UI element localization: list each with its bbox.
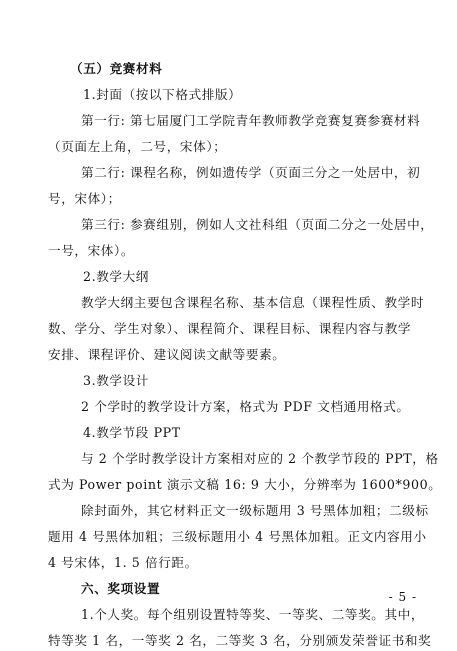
paragraph-line: 除封面外，其它材料正文一级标题用 3 号黑体加粗；二级标 [81,503,429,518]
subheading-teaching-design: 3.教学设计 [83,373,149,388]
paragraph-line: 教学大纲主要包含课程名称、基本信息（课程性质、教学时 [81,295,425,310]
paragraph-line: 安排、课程评价、建议阅读文献等要素。 [48,347,286,362]
subheading-cover: 1.封面（按以下格式排版） [83,87,242,102]
subheading-syllabus: 2.教学大纲 [83,269,149,284]
paragraph-line: 4 号宋体，1. 5 倍行距。 [48,555,198,570]
paragraph-line: 2 个学时的教学设计方案，格式为 PDF 文档通用格式。 [81,399,410,414]
paragraph-line: 式为 Power point 演示文稿 16: 9 大小，分辨率为 1600*900。 [48,477,442,492]
paragraph-line: 号，宋体）； [48,191,121,206]
section-heading-awards: 六、奖项设置 [81,581,161,596]
subheading-teaching-ppt: 4.教学节段 PPT [83,425,181,440]
paragraph-line: 数、学分、学生对象）、课程简介、课程目标、课程内容与教学 [48,321,412,336]
paragraph-line: 第三行: 参赛组别，例如人文社科组（页面二分之一处居中， [81,217,434,232]
paragraph-line: 一号，宋体）。 [48,243,135,258]
paragraph-line: 第二行: 课程名称，例如遗传学（页面三分之一处居中，初 [81,165,421,180]
paragraph-line: （页面左上角，二号，宋体）； [48,139,227,154]
paragraph-line: 第一行: 第七届厦门工学院青年教师教学竞赛复赛参赛材料 [81,113,421,128]
paragraph-line: 题用 4 号黑体加粗；三级标题用小 4 号黑体加粗。正文内容用小 [48,529,427,544]
section-heading-competition-materials: （五）竞赛材料 [70,61,163,76]
paragraph-line: 特等奖 1 名，一等奖 2 名，二等奖 3 名，分别颁发荣誉证书和奖 [48,633,432,648]
page-number: - 5 - [388,590,417,604]
paragraph-line: 1.个人奖。每个组别设置特等奖、一等奖、二等奖。其中， [81,607,425,622]
paragraph-line: 与 2 个学时教学设计方案相对应的 2 个教学节段的 PPT，格 [81,451,439,466]
